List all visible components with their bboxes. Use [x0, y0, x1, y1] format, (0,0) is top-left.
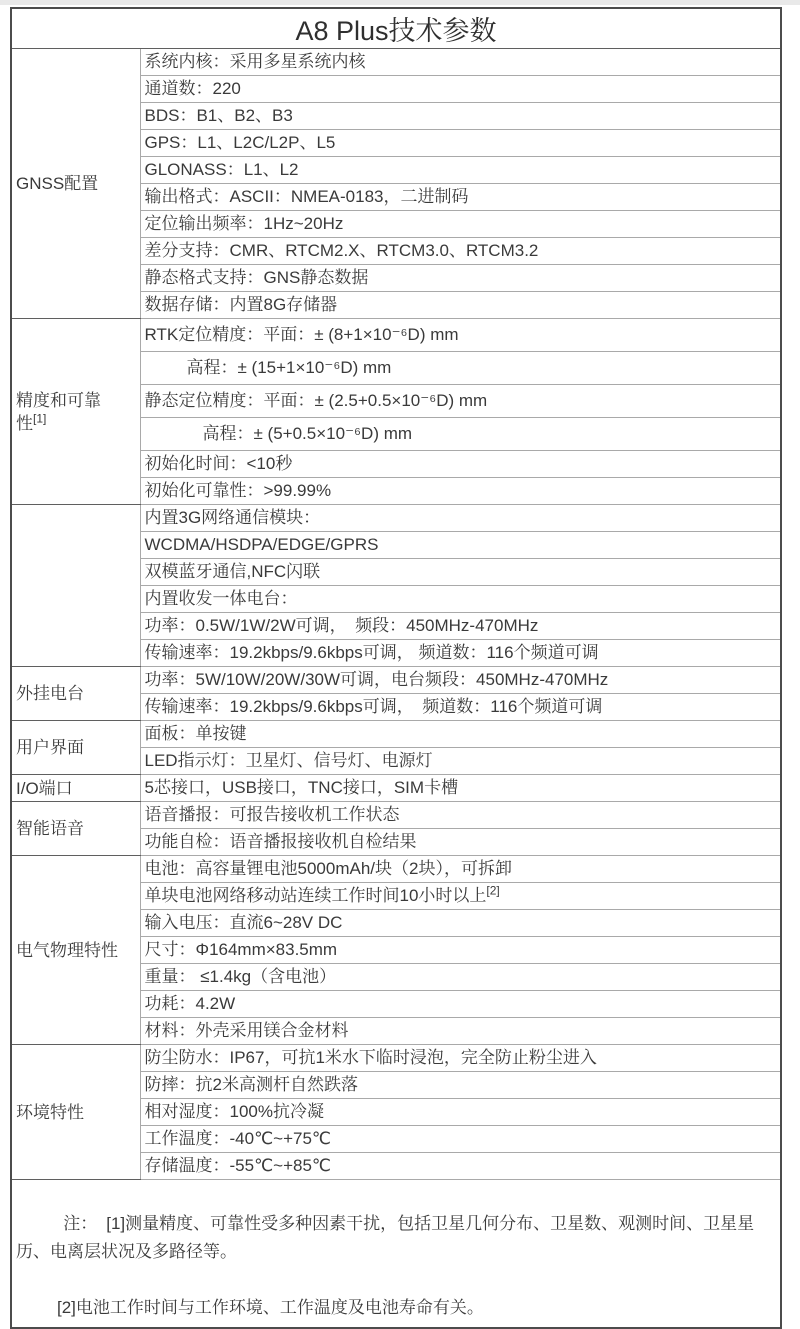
spec-value-text: 电池：高容量锂电池5000mAh/块（2块），可拆卸	[144, 859, 512, 878]
spec-value-text: 功耗：4.2W	[144, 994, 236, 1013]
spec-value	[140, 451, 781, 478]
spec-value-text: 静态定位精度：平面：± (2.5+0.5×10⁻⁶D) mm	[144, 391, 488, 410]
spec-value	[140, 1072, 781, 1099]
spec-value-text: 内置收发一体电台：	[144, 589, 298, 608]
spec-value-text: 初始化可靠性：>99.99%	[144, 481, 332, 500]
spec-value	[140, 76, 781, 103]
spec-value-text: 单块电池网络移动站连续工作时间10小时以上	[144, 886, 487, 905]
spec-value	[140, 238, 781, 265]
spec-value	[140, 991, 781, 1018]
spec-row	[11, 775, 781, 802]
section-label-text: 外挂电台	[16, 684, 84, 703]
footnote-ref: [1]	[33, 410, 47, 425]
spec-value	[140, 829, 781, 856]
spec-value-text: 工作温度：-40℃~+75℃	[144, 1129, 332, 1148]
spec-value-text: 功能自检：语音播报接收机自检结果	[144, 832, 417, 851]
spec-value-text: 尺寸：Φ164mm×83.5mm	[144, 940, 338, 959]
spec-value-text: RTK定位精度：平面：± (8+1×10⁻⁶D) mm	[144, 325, 459, 344]
spec-value	[140, 352, 781, 385]
spec-value	[140, 586, 781, 613]
section-label-text: 用户界面	[16, 738, 84, 757]
spec-value-text: 防尘防水：IP67，可抗1米水下临时浸泡，完全防止粉尘进入	[144, 1048, 597, 1067]
spec-value	[140, 103, 781, 130]
spec-value	[140, 883, 781, 910]
spec-value	[140, 319, 781, 352]
spec-value-text: WCDMA/HSDPA/EDGE/GPRS	[144, 535, 379, 554]
section-label-7	[11, 856, 140, 1045]
spec-value-text: 传输速率：19.2kbps/9.6kbps可调， 频道数：116个频道可调	[144, 697, 603, 716]
spec-value	[140, 49, 781, 76]
spec-value	[140, 1018, 781, 1045]
spec-value	[140, 640, 781, 667]
spec-value	[140, 385, 781, 418]
spec-value	[140, 265, 781, 292]
spec-row	[11, 667, 781, 694]
spec-value	[140, 748, 781, 775]
spec-value	[140, 802, 781, 829]
spec-value	[140, 130, 781, 157]
spec-value	[140, 1126, 781, 1153]
spec-value-text: GLONASS：L1、L2	[144, 160, 299, 179]
spec-row	[11, 802, 781, 829]
spec-value-text: 双模蓝牙通信,NFC闪联	[144, 562, 321, 581]
spec-value-text: 高程：± (5+0.5×10⁻⁶D) mm	[202, 424, 413, 443]
spec-value-text: 相对湿度：100%抗冷凝	[144, 1102, 324, 1121]
spec-value	[140, 211, 781, 238]
section-label-3	[11, 667, 140, 721]
spec-value-text: 内置3G网络通信模块：	[144, 508, 321, 527]
footnote-1	[16, 1182, 774, 1294]
top-strip	[0, 0, 800, 5]
section-label-text: 精度和可靠	[16, 390, 101, 410]
spec-value	[140, 964, 781, 991]
spec-value-text: 存储温度：-55℃~+85℃	[144, 1156, 332, 1175]
spec-value-text: 功率：0.5W/1W/2W可调， 频段：450MHz-470MHz	[144, 616, 539, 635]
section-label-text: I/O端口	[16, 778, 73, 798]
spec-value-text: 数据存储：内置8G存储器	[144, 295, 338, 314]
spec-value-text: 5芯接口，USB接口，TNC接口，SIM卡槽	[144, 778, 459, 797]
spec-value-text: 防摔：抗2米高测杆自然跌落	[144, 1075, 358, 1094]
footnote-1-text: [1]测量精度、可靠性受多种因素干扰，包括卫星几何分布、卫星数、观测时间、卫星星历、电离层状况及多路径等。	[16, 1214, 755, 1261]
footnote-prefix: 注：	[63, 1214, 98, 1233]
spec-value	[140, 910, 781, 937]
section-label-4	[11, 721, 140, 775]
spec-value-text: 差分支持：CMR、RTCM2.X、RTCM3.0、RTCM3.2	[144, 241, 539, 260]
footnote-ref: [2]	[486, 883, 500, 898]
section-label-6	[11, 802, 140, 856]
spec-value	[140, 1045, 781, 1072]
footnotes-row	[11, 1180, 781, 1329]
spec-value	[140, 1153, 781, 1180]
spec-value-text: 初始化时间：<10秒	[144, 454, 293, 473]
spec-value-text: 输出格式：ASCII：NMEA-0183，二进制码	[144, 187, 469, 206]
section-label-5	[11, 775, 140, 802]
spec-value	[140, 1099, 781, 1126]
section-label-text: 智能语音	[16, 819, 84, 838]
spec-value-text: 功率：5W/10W/20W/30W可调，电台频段：450MHz-470MHz	[144, 670, 609, 689]
footnotes	[11, 1180, 781, 1329]
section-label-tail: 性[1]	[16, 410, 47, 433]
spec-table-body	[11, 8, 781, 1180]
spec-value-text: 系统内核：采用多星系统内核	[144, 52, 366, 71]
spec-value-text: GPS：L1、L2C/L2P、L5	[144, 133, 336, 152]
spec-value	[140, 532, 781, 559]
spec-value	[140, 721, 781, 748]
section-label-0	[11, 49, 140, 319]
spec-row	[11, 856, 781, 883]
spec-value-text: 面板：单按键	[144, 724, 247, 743]
spec-row	[11, 505, 781, 532]
spec-value-text: 高程：± (15+1×10⁻⁶D) mm	[186, 358, 392, 377]
section-label-8	[11, 1045, 140, 1180]
section-label-text: 环境特性	[16, 1102, 84, 1122]
spec-value-text: 重量： ≤1.4kg（含电池）	[144, 967, 337, 986]
spec-value	[140, 694, 781, 721]
spec-value	[140, 292, 781, 319]
section-label-text: GNSS配置	[16, 174, 99, 193]
spec-value	[140, 856, 781, 883]
spec-value	[140, 559, 781, 586]
section-label-2	[11, 505, 140, 667]
spec-value	[140, 157, 781, 184]
spec-value	[140, 613, 781, 640]
page-title: A8 Plus技术参数	[11, 8, 781, 49]
spec-value-text: 语音播报：可报告接收机工作状态	[144, 805, 400, 824]
spec-value-text: 定位输出频率：1Hz~20Hz	[144, 214, 344, 233]
spec-value	[140, 184, 781, 211]
spec-value	[140, 937, 781, 964]
title-row	[11, 8, 781, 49]
spec-row	[11, 49, 781, 76]
spec-value	[140, 418, 781, 451]
spec-row	[11, 319, 781, 352]
spec-value-text: 材料：外壳采用镁合金材料	[144, 1021, 349, 1040]
spec-value-text: 输入电压：直流6~28V DC	[144, 913, 343, 932]
section-label-text: 电气物理特性	[16, 940, 118, 960]
footnote-2: [2]电池工作时间与工作环境、工作温度及电池寿命有关。	[57, 1298, 484, 1317]
spec-value-text: 静态格式支持：GNS静态数据	[144, 268, 369, 287]
spec-value-text: BDS：B1、B2、B3	[144, 106, 293, 125]
spec-value-text: LED指示灯：卫星灯、信号灯、电源灯	[144, 751, 433, 770]
spec-table	[10, 7, 782, 1329]
spec-table-footer	[11, 1180, 781, 1329]
spec-value	[140, 505, 781, 532]
section-label-1	[11, 319, 140, 505]
spec-value	[140, 775, 781, 802]
spec-value	[140, 478, 781, 505]
spec-value-text: 传输速率：19.2kbps/9.6kbps可调， 频道数：116个频道可调	[144, 643, 599, 662]
spec-value-text: 通道数：220	[144, 79, 241, 98]
spec-row	[11, 1045, 781, 1072]
spec-value	[140, 667, 781, 694]
spec-row	[11, 721, 781, 748]
